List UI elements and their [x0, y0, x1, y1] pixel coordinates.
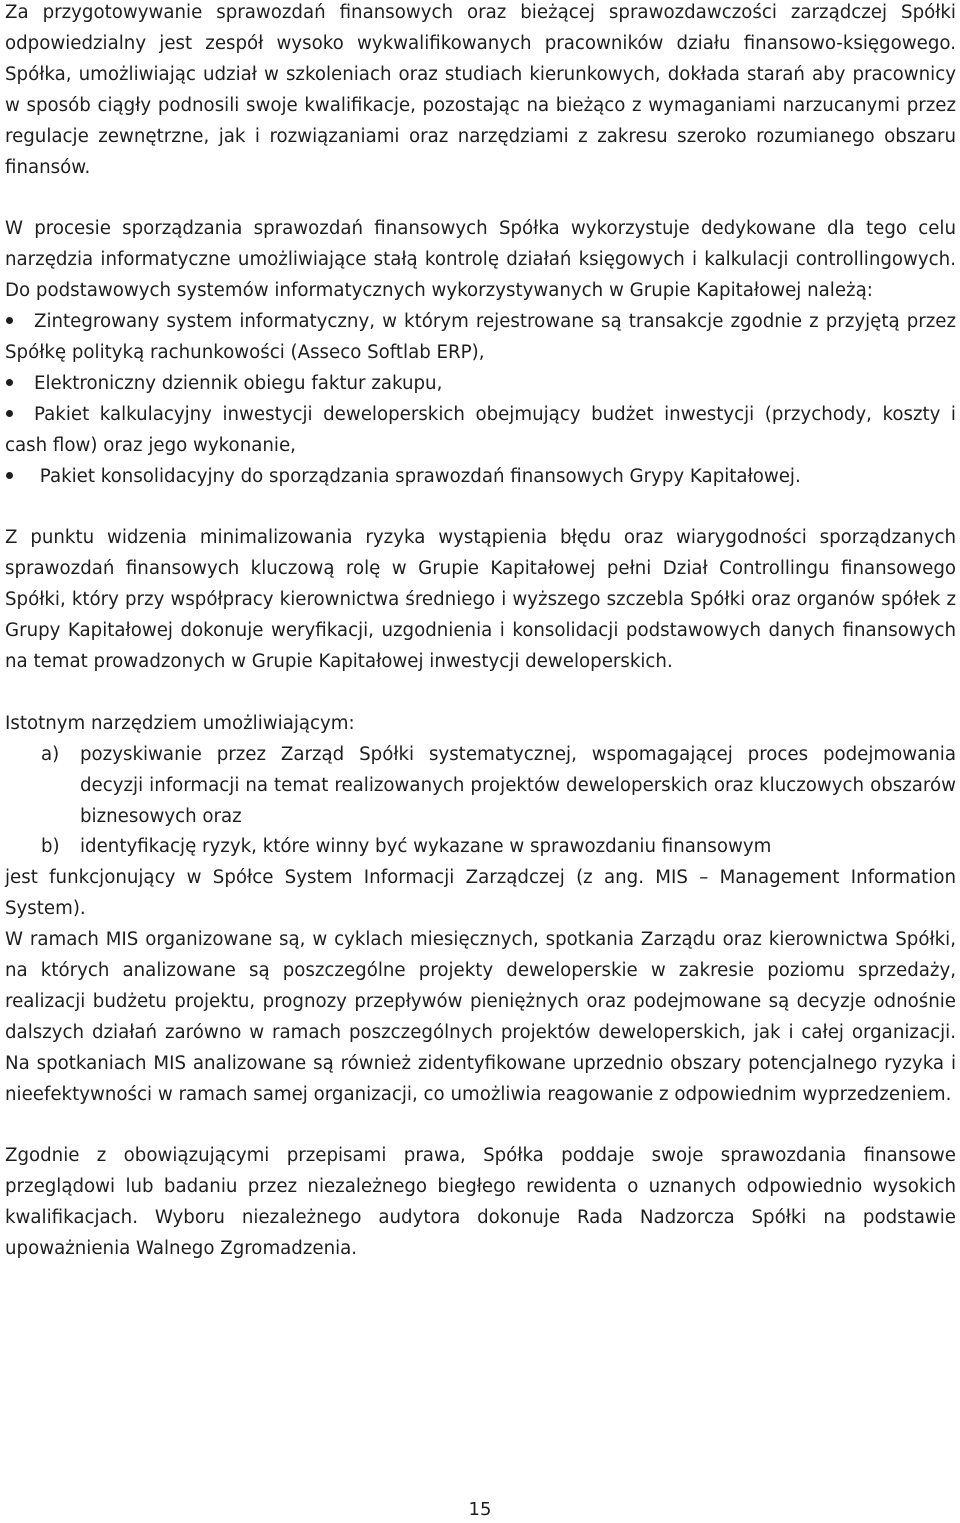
paragraph-mis-meetings: W ramach MIS organizowane są, w cyklach miesięcznych, spotkania Zarządu oraz kierownictwa Spółki, na których analizowane są poszczególne projekty deweloperskie w zakresie poziomu sprzedaży, realizacji budżetu projektu, prognozy przepływów pieniężnych oraz podejmowane są decyzje odnośnie dalszych działań zarówno w ramach poszczególnych projektów deweloperskich, jak i całej organizacji. Na spotkaniach MIS analizowane są również zidentyfikowane uprzednio obszary potencjalnego ryzyka i nieefektywności w ramach samej organizacji, co umożliwia reagowanie z odpowiednim wyprzedzeniem.	[5, 929, 956, 1105]
list-item: b) identyfikację ryzyk, które winny być wykazane w sprawozdaniu finansowym	[5, 832, 956, 863]
list-item: Zintegrowany system informatyczny, w którym rejestrowane są transakcje zgodnie z przyjętą przez Spółkę polityką rachunkowości (Asseco Softlab ERP),	[5, 311, 956, 363]
paragraph-it-tools: W procesie sporządzania sprawozdań finansowych Spółka wykorzystuje dedykowane dla tego celu narzędzia informatyczne umożliwiające stałą kontrolę działań księgowych i kalkulacji controllingowych. Do podstawowych systemów informatycznych wykorzystywanych w Grupie Kapitałowej należą:	[5, 218, 956, 302]
lettered-list	[5, 740, 956, 864]
document-page	[5, 0, 956, 1265]
page-number: 15	[468, 1499, 492, 1520]
paragraph-key-tool-intro: Istotnym narzędziem umożliwiającym:	[5, 712, 355, 734]
list-item: Pakiet konsolidacyjny do sporządzania sprawozdań finansowych Grypy Kapitałowej.	[39, 465, 801, 487]
systems-bullet-list	[5, 307, 956, 492]
list-item: Elektroniczny dziennik obiegu faktur zakupu,	[34, 372, 443, 394]
paragraph-financial-team: Za przygotowywanie sprawozdań finansowych oraz bieżącej sprawozdawczości zarządczej Spółki odpowiedzialny jest zespół wysoko wykwalifikowanych pracowników działu finansowo-księgowego. Spółka, umożliwiając udział w szkoleniach oraz studiach kierunkowych, dokłada starań aby pracownicy w sposób ciągły podnosili swoje kwalifikacje, pozostając na bieżąco z wymaganiami narzucanymi przez regulacje zewnętrzne, jak i rozwiązaniami oraz narzędziami z zakresu szeroko rozumianego obszaru finansów.	[5, 2, 956, 178]
paragraph-mis: jest funkcjonujący w Spółce System Informacji Zarządczej (z ang. MIS – Management Information System).	[5, 867, 956, 920]
list-item: a) pozyskiwanie przez Zarząd Spółki systematycznej, wspomagającej proces podejmowania decyzji informacji na temat realizowanych projektów deweloperskich oraz kluczowych obszarów biznesowych oraz	[5, 740, 956, 833]
list-marker: b)	[41, 836, 60, 858]
paragraph-controlling: Z punktu widzenia minimalizowania ryzyka wystąpienia błędu oraz wiarygodności sporządzanych sprawozdań finansowych kluczową rolę w Grupie Kapitałowej pełni Dział Controllingu finansowego Spółki, który przy współpracy kierownictwa średniego i wyższego szczebla Spółki oraz organów spółek z Grupy Kapitałowej dokonuje weryfikacji, uzgodnienia i konsolidacji podstawowych danych finansowych na temat prowadzonych w Grupie Kapitałowej inwestycji deweloperskich.	[5, 527, 956, 672]
list-item: Pakiet kalkulacyjny inwestycji deweloperskich obejmujący budżet inwestycji (przychody, koszty i cash flow) oraz jego wykonanie,	[5, 403, 956, 456]
paragraph-audit: Zgodnie z obowiązującymi przepisami prawa, Spółka poddaje swoje sprawozdania finansowe przeglądowi lub badaniu przez niezależnego biegłego rewidenta o uznanych odpowiednio wysokich kwalifikacjach. Wyboru niezależnego audytora dokonuje Rada Nadzorcza Spółki na podstawie upoważnienia Walnego Zgromadzenia.	[5, 1145, 956, 1260]
list-marker: a)	[41, 743, 60, 765]
